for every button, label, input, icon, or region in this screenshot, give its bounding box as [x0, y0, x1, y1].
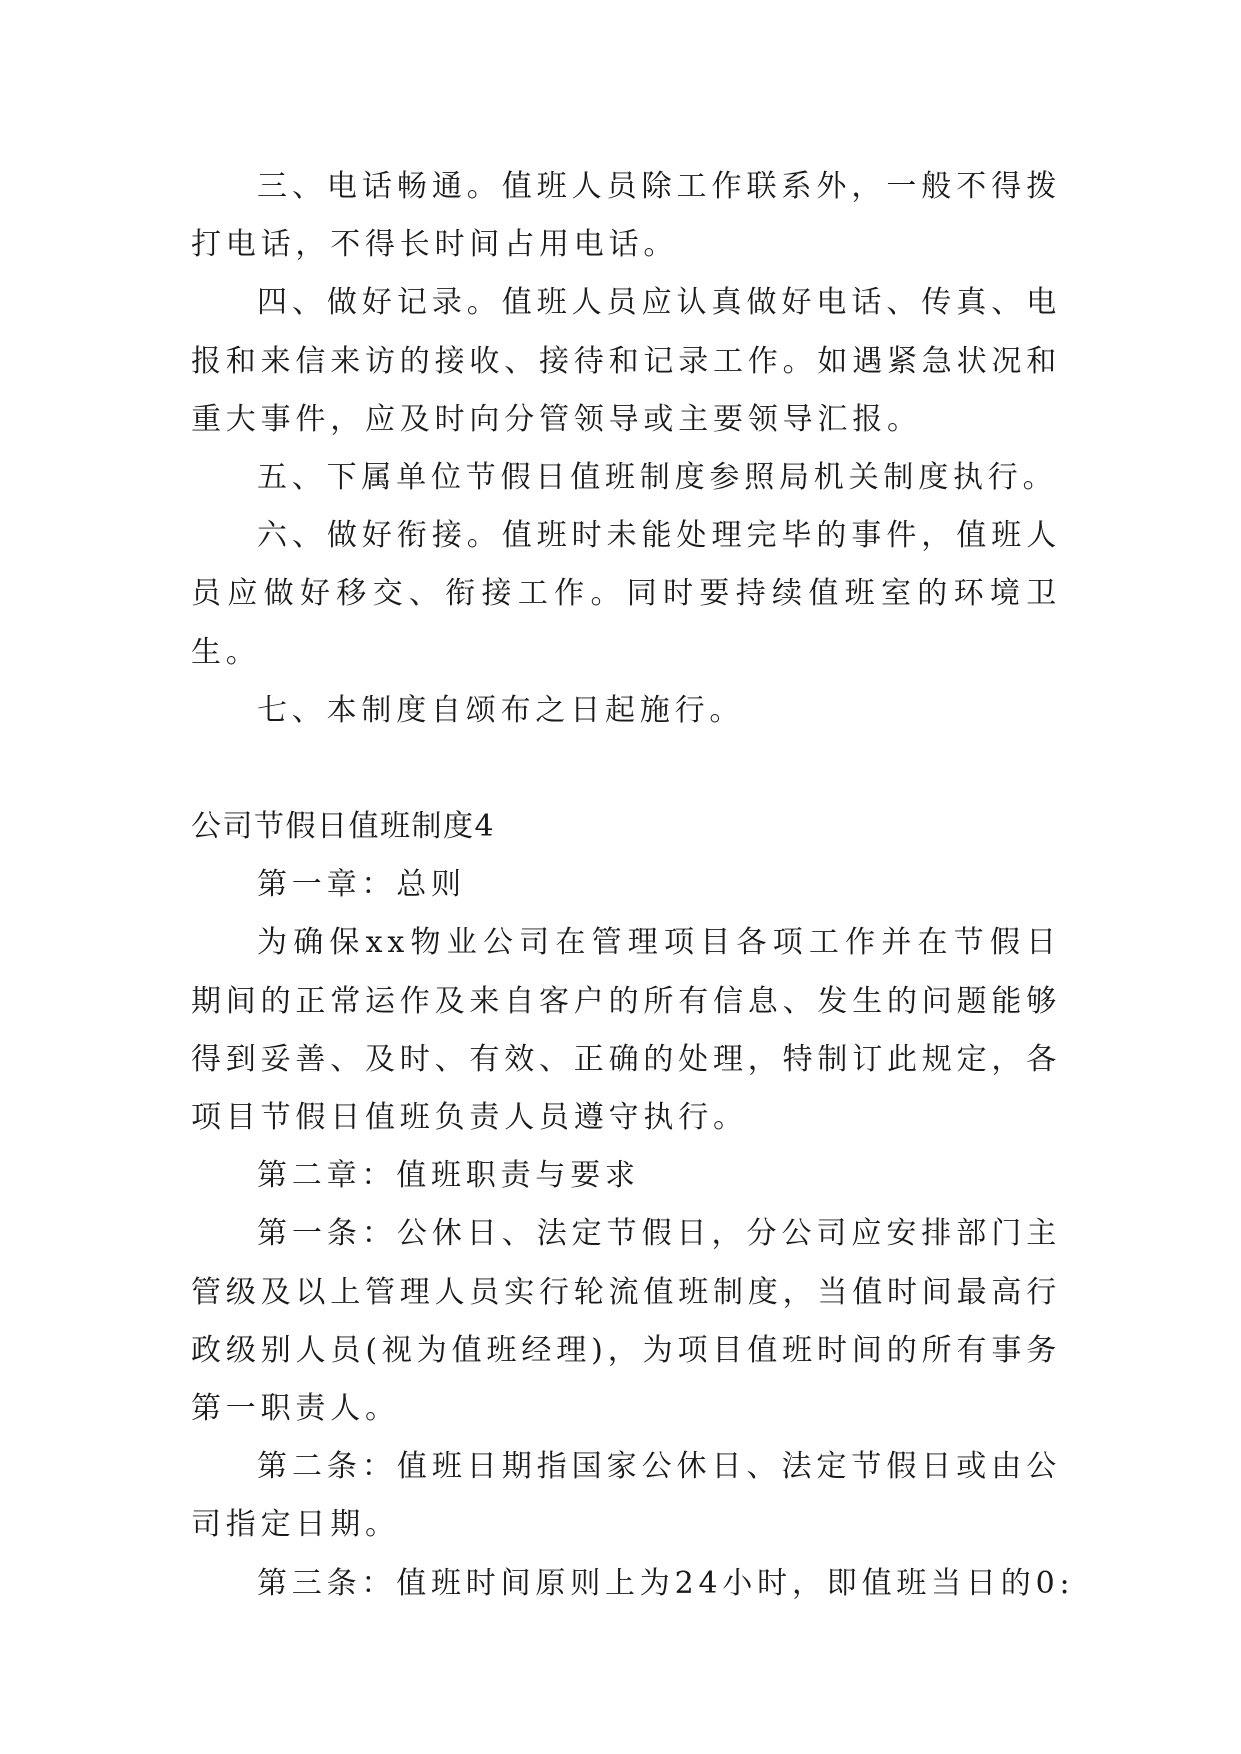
- article-two: 第二条：值班日期指国家公休日、法定节假日或由公司指定日期。: [191, 1449, 1061, 1543]
- paragraph-effective-rule: 七、本制度自颂布之日起施行。: [257, 692, 745, 728]
- paragraph-phone-rule: 三、电话畅通。值班人员除工作联系外，一般不得拨打电话，不得长时间占用电话。: [191, 169, 1061, 263]
- chapter-two-heading: 第二章：值班职责与要求: [257, 1158, 640, 1194]
- paragraph-record-rule: 四、做好记录。值班人员应认真做好电话、传真、电报和来信来访的接收、接待和记录工作。如遇紧急状况和重大事件，应及时向分管领导或主要领导汇报。: [191, 285, 1061, 437]
- document-body: [191, 158, 1075, 1613]
- article-one: 第一条：公休日、法定节假日，分公司应安排部门主管级及以上管理人员实行轮流值班制度，当值时间最高行政级别人员(视为值班经理)，为项目值班时间的所有事务第一职责人。: [191, 1216, 1061, 1427]
- paragraph-subordinate-rule: 五、下属单位节假日值班制度参照局机关制度执行。: [257, 460, 1058, 496]
- section-title: 公司节假日值班制度4: [191, 809, 496, 845]
- article-three: 第三条：值班时间原则上为24小时，即值班当日的0:: [257, 1565, 1075, 1601]
- paragraph-handover-rule: 六、做好衔接。值班时未能处理完毕的事件，值班人员应做好移交、衔接工作。同时要持续值班室的环境卫生。: [191, 518, 1061, 670]
- chapter-one-heading: 第一章：总则: [257, 867, 466, 903]
- paragraph-general-principle: 为确保xx物业公司在管理项目各项工作并在节假日期间的正常运作及来自客户的所有信息、发生的问题能够得到妥善、及时、有效、正确的处理，特制订此规定，各项目节假日值班负责人员遵守执行。: [191, 925, 1061, 1136]
